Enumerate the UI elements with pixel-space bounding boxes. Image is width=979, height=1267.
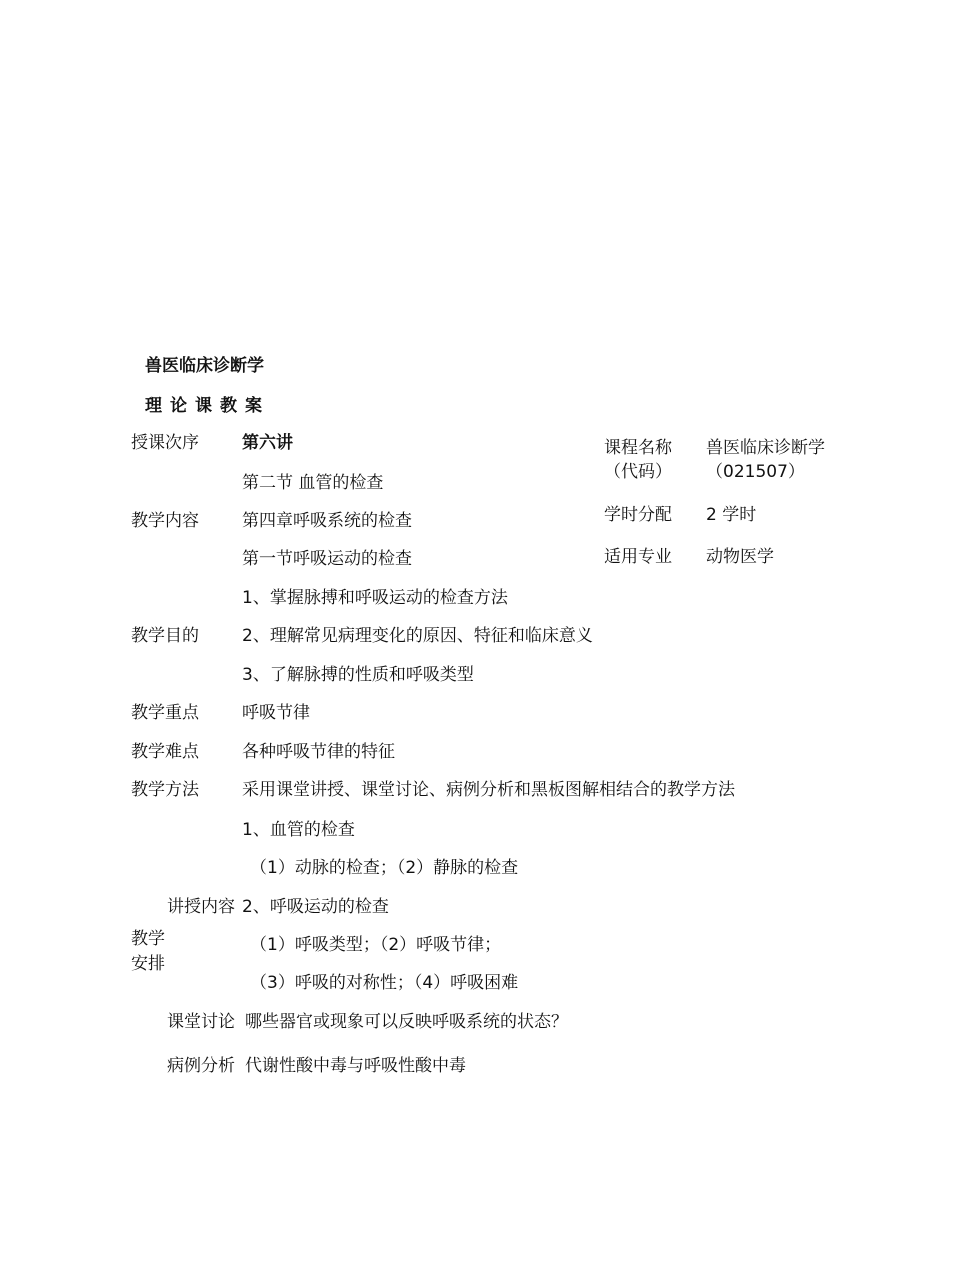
content-item: 第一节呼吸运动的检查 xyxy=(242,549,412,569)
difficulty-value: 各种呼吸节律的特征 xyxy=(242,742,395,762)
order-value: 第六讲 xyxy=(242,433,293,453)
hours-label: 学时分配 xyxy=(604,505,672,525)
doc-type-heading: 理论课教案 xyxy=(145,396,270,416)
course-name-label: 课程名称 xyxy=(604,438,672,458)
arrangement-label-line2: 安排 xyxy=(131,954,165,974)
objective-item: 1、掌握脉搏和呼吸运动的检查方法 xyxy=(242,588,508,608)
objective-item: 3、了解脉搏的性质和呼吸类型 xyxy=(242,665,474,685)
key-point-label: 教学重点 xyxy=(131,703,199,723)
hours-value: 2 学时 xyxy=(706,505,757,525)
method-value: 采用课堂讲授、课堂讨论、病例分析和黑板图解相结合的教学方法 xyxy=(242,780,735,800)
arrangement-label-line1: 教学 xyxy=(131,929,165,949)
major-value: 动物医学 xyxy=(706,547,774,567)
arrangement-line: 1、血管的检查 xyxy=(242,820,355,840)
arrangement-line: （1）呼吸类型；（2）呼吸节律； xyxy=(250,935,502,955)
discussion-label: 课堂讨论 xyxy=(167,1012,235,1032)
course-code-value: （021507） xyxy=(706,462,805,482)
discussion-value: 哪些器官或现象可以反映呼吸系统的状态？ xyxy=(245,1012,568,1032)
major-label: 适用专业 xyxy=(604,547,672,567)
course-name-value: 兽医临床诊断学 xyxy=(706,438,825,458)
arrangement-line: 2、呼吸运动的检查 xyxy=(242,897,389,917)
content-label: 教学内容 xyxy=(131,511,199,531)
arrangement-line: （3）呼吸的对称性；（4）呼吸困难 xyxy=(250,973,519,993)
course-code-label: （代码） xyxy=(604,462,672,482)
objective-item: 2、理解常见病理变化的原因、特征和临床意义 xyxy=(242,626,593,646)
arrangement-line: （1）动脉的检查；（2）静脉的检查 xyxy=(250,858,519,878)
lecture-label: 讲授内容 xyxy=(167,897,235,917)
course-title: 兽医临床诊断学 xyxy=(145,356,264,376)
difficulty-label: 教学难点 xyxy=(131,742,199,762)
key-point-value: 呼吸节律 xyxy=(242,703,310,723)
objectives-label: 教学目的 xyxy=(131,626,199,646)
content-item: 第二节 血管的检查 xyxy=(242,473,384,493)
content-item: 第四章呼吸系统的检查 xyxy=(242,511,412,531)
case-label: 病例分析 xyxy=(167,1056,235,1076)
order-label: 授课次序 xyxy=(131,433,199,453)
method-label: 教学方法 xyxy=(131,780,199,800)
case-value: 代谢性酸中毒与呼吸性酸中毒 xyxy=(245,1056,466,1076)
